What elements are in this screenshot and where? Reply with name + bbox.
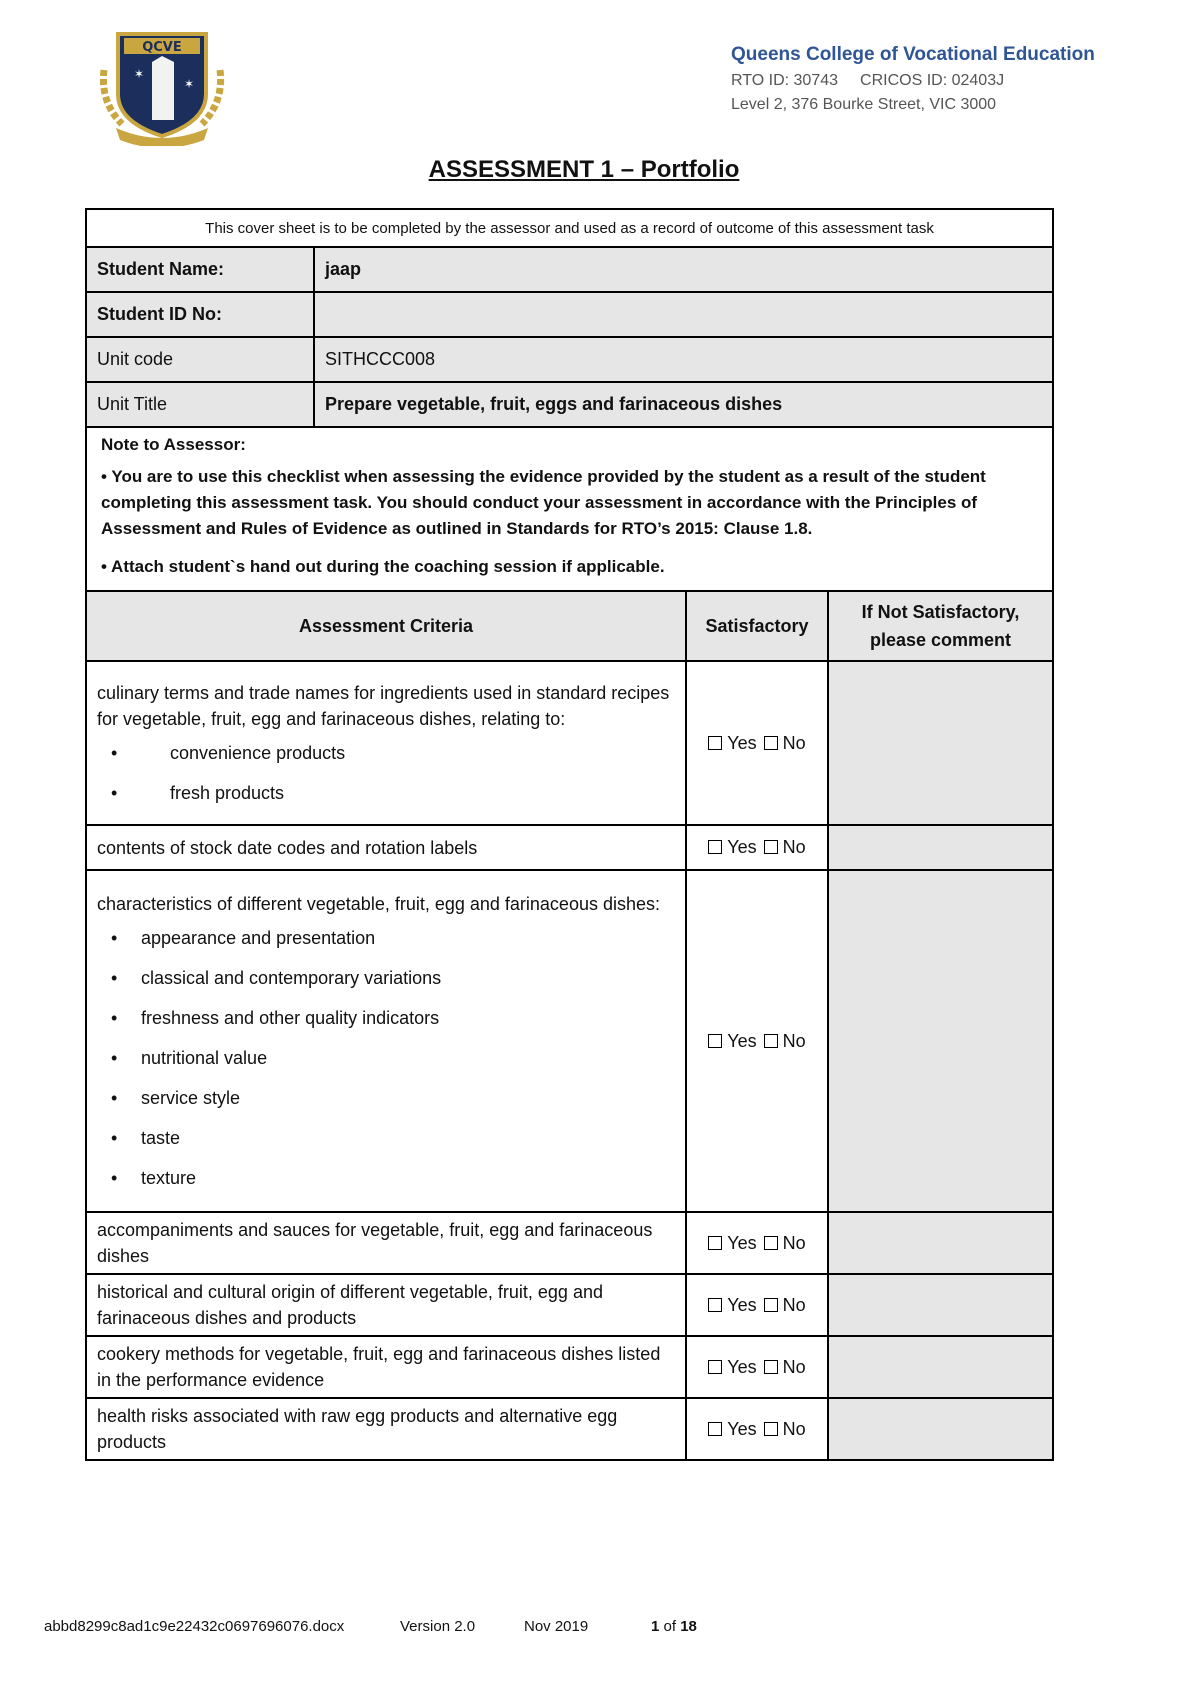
satisfactory-cell: Yes No: [686, 870, 828, 1212]
yes-checkbox[interactable]: [708, 1298, 722, 1312]
criterion-text: historical and cultural origin of different vegetable, fruit, egg and farinaceous dishes and products: [97, 1282, 603, 1328]
comment-header-line1: If Not Satisfactory,: [861, 602, 1020, 622]
svg-text:✶: ✶: [184, 77, 195, 91]
student-id-label: Student ID No:: [86, 292, 314, 337]
college-logo: [96, 28, 228, 146]
unit-title-label: Unit Title: [86, 382, 314, 427]
footer-filename: abbd8299c8ad1c9e22432c0697696076.docx: [44, 1618, 345, 1635]
comment-cell[interactable]: [828, 1274, 1053, 1336]
criterion-text: health risks associated with raw egg products and alternative egg products: [97, 1406, 618, 1452]
cricos-id: CRICOS ID: 02403J: [860, 72, 1005, 89]
yes-checkbox[interactable]: [708, 1034, 722, 1048]
college-address: Level 2, 376 Bourke Street, VIC 3000: [731, 96, 997, 113]
criterion-text: characteristics of different vegetable, fruit, egg and farinaceous dishes:: [97, 894, 660, 914]
no-checkbox[interactable]: [764, 1034, 778, 1048]
assessment-cover-table: [85, 208, 1054, 1461]
student-name-value[interactable]: jaap: [314, 247, 1053, 292]
criterion-text: culinary terms and trade names for ingredients used in standard recipes for vegetable, fruit, egg and farinaceous dishes, relating to:: [97, 683, 670, 729]
criterion-bullets: [97, 740, 675, 806]
footer-version: Version 2.0: [400, 1618, 476, 1635]
comment-cell[interactable]: [828, 661, 1053, 825]
college-name: Queens College of Vocational Education: [731, 44, 1095, 65]
footer-date: Nov 2019: [524, 1618, 589, 1635]
list-item: • service style: [111, 1088, 241, 1108]
list-item: • texture: [111, 1168, 197, 1188]
criterion-row-culinary-terms: [86, 661, 686, 825]
college-ids: [731, 72, 1191, 90]
comment-cell[interactable]: [828, 1398, 1053, 1460]
unit-title-value: Prepare vegetable, fruit, eggs and farinaceous dishes: [314, 382, 1053, 427]
list-item: • appearance and presentation: [111, 928, 376, 948]
no-checkbox[interactable]: [764, 1422, 778, 1436]
footer-page-number: 1 of 18: [651, 1618, 697, 1635]
criterion-bullets: [97, 925, 675, 1191]
yes-checkbox[interactable]: [708, 1236, 722, 1250]
list-item: • classical and contemporary variations: [111, 968, 442, 988]
satisfactory-cell: Yes No: [686, 1274, 828, 1336]
satisfactory-cell: Yes No: [686, 661, 828, 825]
list-item: • taste: [111, 1128, 181, 1148]
no-checkbox[interactable]: [764, 736, 778, 750]
satisfactory-cell: Yes No: [686, 1398, 828, 1460]
student-name-label: Student Name:: [86, 247, 314, 292]
satisfactory-cell: Yes No: [686, 1336, 828, 1398]
criterion-row-characteristics: [86, 870, 686, 1212]
criterion-row-health-risks: [86, 1398, 686, 1460]
no-checkbox[interactable]: [764, 1298, 778, 1312]
unit-code-label: Unit code: [86, 337, 314, 382]
cover-instruction: This cover sheet is to be completed by the assessor and used as a record of outcome of this assessment task: [86, 209, 1053, 247]
satisfactory-cell: Yes No: [686, 825, 828, 870]
college-info: [731, 44, 1191, 120]
note-heading: Note to Assessor:: [101, 435, 246, 454]
unit-code-value: SITHCCC008: [314, 337, 1053, 382]
criterion-text: cookery methods for vegetable, fruit, egg and farinaceous dishes listed in the performance evidence: [97, 1344, 661, 1390]
comment-header-line2: please comment: [869, 630, 1012, 650]
criteria-header: Assessment Criteria: [86, 591, 686, 661]
comment-cell[interactable]: [828, 870, 1053, 1212]
satisfactory-cell: Yes No: [686, 1212, 828, 1274]
no-checkbox[interactable]: [764, 1360, 778, 1374]
no-checkbox[interactable]: [764, 840, 778, 854]
criterion-row-accompaniments: [86, 1212, 686, 1274]
comment-header: [828, 591, 1053, 661]
list-item: • freshness and other quality indicators: [111, 1008, 440, 1028]
criterion-row-cookery-methods: [86, 1336, 686, 1398]
yes-checkbox[interactable]: [708, 1422, 722, 1436]
comment-cell[interactable]: [828, 1212, 1053, 1274]
svg-text:✶: ✶: [134, 67, 145, 81]
no-checkbox[interactable]: [764, 1236, 778, 1250]
rto-id: RTO ID: 30743: [731, 72, 839, 89]
note-bullet-checklist: • You are to use this checklist when assessing the evidence provided by the student as a result of the student completing this assessment task. You should conduct your assessment in accordance with the Principles of Assessment and Rules of Evidence as outlined in Standards for RTO’s 2015: Clause 1.8.: [101, 467, 986, 538]
page-title: ASSESSMENT 1 – Portfolio: [428, 156, 740, 183]
list-item: • convenience products: [111, 743, 346, 763]
list-item: • fresh products: [111, 783, 285, 803]
student-id-value[interactable]: [314, 292, 1053, 337]
yes-checkbox[interactable]: [708, 1360, 722, 1374]
yes-checkbox[interactable]: [708, 840, 722, 854]
logo-text: QCVE: [142, 40, 182, 55]
list-item: • nutritional value: [111, 1048, 268, 1068]
satisfactory-header: Satisfactory: [686, 591, 828, 661]
criterion-text: contents of stock date codes and rotation labels: [97, 837, 478, 858]
comment-cell[interactable]: [828, 825, 1053, 870]
yes-checkbox[interactable]: [708, 736, 722, 750]
note-bullet-handout: • Attach student`s hand out during the coaching session if applicable.: [101, 557, 665, 576]
criterion-text: accompaniments and sauces for vegetable, fruit, egg and farinaceous dishes: [97, 1220, 653, 1266]
criterion-row-historical-origin: [86, 1274, 686, 1336]
note-to-assessor: [86, 427, 1053, 591]
criterion-row-stock-codes: [86, 825, 686, 870]
comment-cell[interactable]: [828, 1336, 1053, 1398]
